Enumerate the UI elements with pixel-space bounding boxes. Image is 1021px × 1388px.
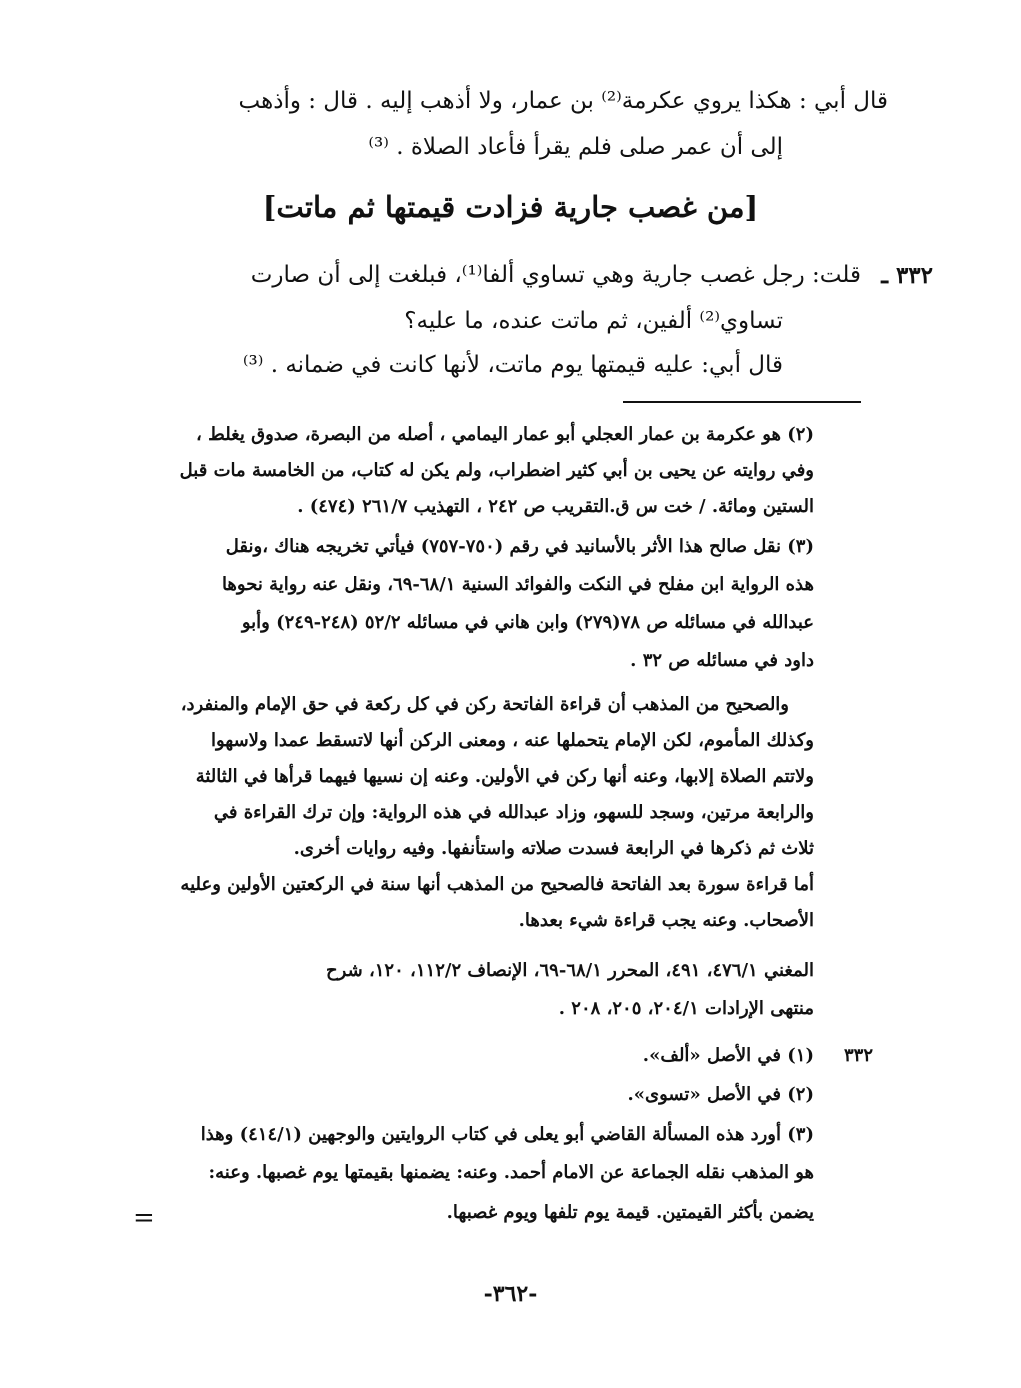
note-332-2: (٢) في الأصل «تسوى». bbox=[627, 1084, 814, 1105]
commentary-line: أما قراءة سورة بعد الفاتحة فالصحيح من المذهب أنها سنة في الركعتين الأولين وعليه bbox=[180, 874, 814, 895]
footnote-3-line: داود في مسائله ص ٣٢ . bbox=[630, 650, 814, 671]
footnote-separator bbox=[623, 401, 861, 403]
notes-section-number: ٣٣٢ bbox=[843, 1045, 873, 1066]
section-heading: [من غصب جارية فزادت قيمتها ثم ماتت] bbox=[262, 190, 759, 224]
footnote-3-line: هذه الرواية ابن مفلح في النكت والفوائد السنية ٦٨/١-٦٩، ونقل عنه رواية نحوها bbox=[221, 574, 814, 595]
main-text-line-2: إلى أن عمر صلى فلم يقرأ فأعاد الصلاة . ⁽³⁾ bbox=[368, 134, 783, 160]
footnote-2-line: الستين ومائة. / خت س ق.التقريب ص ٢٤٢ ، التهذيب ٢٦١/٧ (٤٧٤) . bbox=[297, 496, 814, 517]
commentary-line: والرابعة مرتين، وسجد للسهو، وزاد عبدالله في هذه الرواية: وإن ترك القراءة في bbox=[213, 802, 814, 823]
commentary-line: الأصحاب. وعنه يجب قراءة شيء بعدها. bbox=[518, 910, 814, 931]
footnote-3-line: عبدالله في مسائله ص ٧٨(٢٧٩) وابن هاني في مسائله ٥٢/٢ (٢٤٨-٢٤٩) وأبو bbox=[241, 612, 814, 633]
footnote-3-line: (٣) نقل صالح هذا الأثر بالأسانيد في رقم (٧٥٠-٧٥٧) فيأتي تخريجه هناك ،ونقل bbox=[225, 536, 814, 557]
commentary-line: ثلاث ثم ذكرها في الرابعة فسدت صلاته واستأنفها. وفيه روايات أخرى. bbox=[293, 838, 814, 859]
note-332-3-line: يضمن بأكثر القيمتين. قيمة يوم تلفها ويوم غصبها. bbox=[446, 1202, 814, 1223]
commentary-line: ولاتتم الصلاة إلابها، وعنه أنها ركن في الأولين. وعنه إن نسيها فيهما قرأها في الثالثة bbox=[195, 766, 814, 787]
issue-number: ٣٣٢ ـ bbox=[881, 262, 933, 289]
continuation-marker: = bbox=[133, 1203, 155, 1233]
note-332-3-line: (٣) أورد هذه المسألة القاضي أبو يعلى في كتاب الروايتين والوجهين (٤١٤/١) وهذا bbox=[200, 1124, 814, 1145]
main-text-line-1: قال أبي : هكذا يروي عكرمة⁽²⁾ بن عمار، ولا أذهب إليه . قال : وأذهب bbox=[238, 88, 888, 114]
references-line: منتهى الإرادات ٢٠٤/١، ٢٠٥، ٢٠٨ . bbox=[558, 998, 814, 1019]
commentary-line: والصحيح من المذهب أن قراءة الفاتحة ركن في كل ركعة في حق الإمام والمنفرد، bbox=[180, 694, 789, 715]
references-line: المغني ٤٧٦/١، ٤٩١، المحرر ٦٨/١-٦٩، الإنصاف ١١٢/٢، ١٢٠، شرح bbox=[326, 960, 814, 981]
issue-line-1: قلت: رجل غصب جارية وهي تساوي ألفا⁽¹⁾، فبلغت إلى أن صارت bbox=[250, 262, 861, 288]
page-number: -٣٦٢- bbox=[483, 1281, 538, 1307]
note-332-1: (١) في الأصل «ألف». bbox=[642, 1045, 814, 1066]
issue-line-2: تساوي⁽²⁾ ألفين، ثم ماتت عنده، ما عليه؟ bbox=[404, 308, 783, 334]
footnote-2-line: (٢) هو عكرمة بن عمار العجلي أبو عمار اليمامي ، أصله من البصرة، صدوق يغلط ، bbox=[196, 424, 814, 445]
commentary-line: وكذلك المأموم، لكن الإمام يتحملها عنه ، ومعنى الركن أنها لاتسقط عمدا ولاسهوا bbox=[210, 730, 814, 751]
note-332-3-line: هو المذهب نقله الجماعة عن الامام أحمد. وعنه: يضمنها بقيمتها يوم غصبها. وعنه: bbox=[208, 1162, 814, 1183]
footnote-2-line: وفي روايته عن يحيى بن أبي كثير اضطراب، ولم يكن له كتاب، من الخامسة مات قبل bbox=[179, 460, 814, 481]
issue-line-3: قال أبي: عليه قيمتها يوم ماتت، لأنها كانت في ضمانه . ⁽³⁾ bbox=[242, 352, 783, 378]
